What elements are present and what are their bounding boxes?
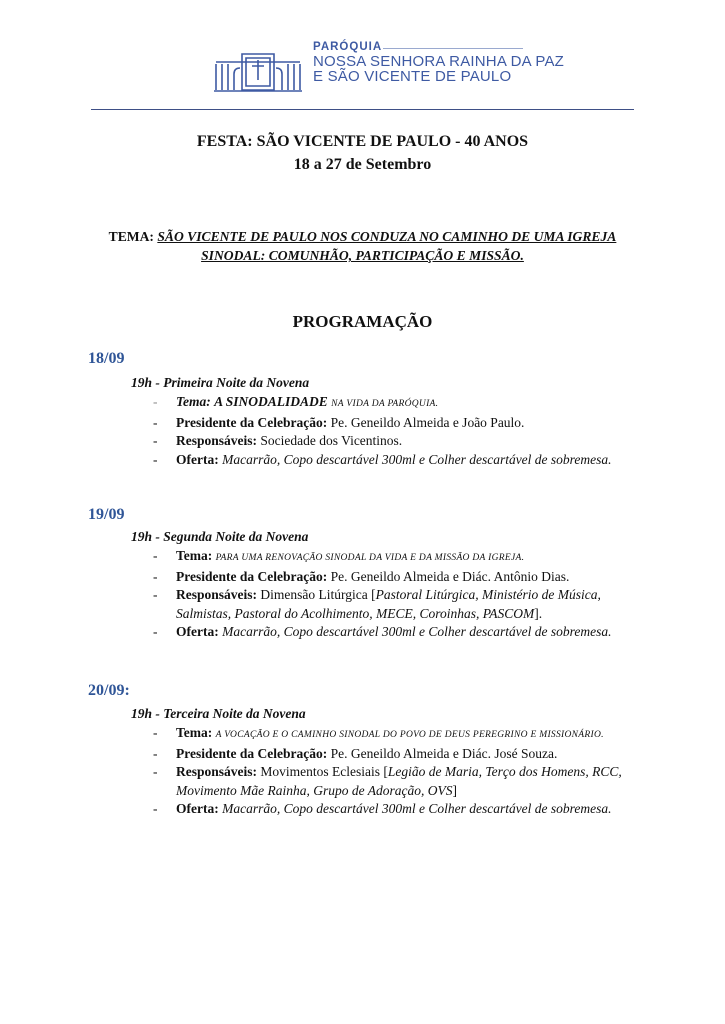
tema-item [150, 393, 650, 414]
parish-name-line1: NOSSA SENHORA RAINHA DA PAZ [313, 53, 565, 70]
tema-text: A VOCAÇÃO E O CAMINHO SINODAL DO POVO DE DEUS PEREGRINO E MISSIONÁRIO. [215, 730, 604, 740]
presidente-item [150, 568, 650, 587]
presidente-text: Pe. Geneildo Almeida e Diác. Antônio Dias. [330, 568, 570, 584]
oferta-text: Macarrão, Copo descartável 300ml e Colher descartável de sobremesa. [222, 451, 612, 467]
oferta-item [150, 451, 650, 470]
oferta-text: Macarrão, Copo descartável 300ml e Colher descartável de sobremesa. [222, 624, 612, 639]
oferta-item [150, 800, 650, 819]
night-title: 19h - Terceira Noite da Novena [131, 706, 306, 721]
day-date: 19/09 [88, 506, 125, 523]
day-date: 18/09 [88, 350, 125, 367]
responsaveis-groups: Pastoral Litúrgica, Ministério de Música, Salmistas, Pastoral do Acolhimento, MECE, Coroinhas, PASCOM [176, 587, 601, 621]
church-logo-icon [212, 44, 304, 94]
presidente-label: Presidente da Celebração: [176, 568, 328, 584]
presidente-item [150, 414, 650, 433]
tema-text: PARA UMA RENOVAÇÃO SINODAL DA VIDA E DA MISSÃO DA IGREJA. [215, 553, 525, 563]
responsaveis-item [150, 586, 650, 623]
presidente-label: Presidente da Celebração: [176, 745, 328, 761]
night-details [150, 724, 650, 819]
responsaveis-label: Responsáveis: [176, 587, 258, 602]
parish-name-line2: E SÃO VICENTE DE PAULO [313, 68, 512, 85]
oferta-label: Oferta: [176, 801, 219, 816]
responsaveis-end: ]. [534, 605, 543, 621]
night-details [150, 393, 650, 469]
parish-name [313, 40, 564, 84]
tema-label: Tema: [176, 548, 213, 563]
night-title: 19h - Segunda Noite da Novena [131, 529, 309, 544]
theme-label: TEMA: [108, 229, 154, 244]
responsaveis-text: Movimentos Eclesiais [ [260, 764, 388, 779]
responsaveis-label: Responsáveis: [176, 764, 258, 779]
tema-label: Tema: [176, 725, 213, 740]
responsaveis-groups: Legião de Maria, Terço dos Homens, RCC, Movimento Mãe Rainha, Grupo de Adoração, OVS [176, 764, 622, 798]
oferta-item [150, 623, 650, 642]
feast-theme [90, 227, 635, 265]
responsaveis-text: Sociedade dos Vicentinos. [260, 433, 403, 448]
oferta-label: Oferta: [176, 624, 219, 639]
oferta-label: Oferta: [176, 451, 219, 467]
header-divider [91, 109, 634, 110]
presidente-text: Pe. Geneildo Almeida e Diác. José Souza. [330, 745, 558, 761]
tema-label: Tema: [176, 394, 211, 409]
tema-item [150, 547, 650, 568]
tema-text: NA VIDA DA PARÓQUIA. [331, 399, 439, 409]
responsaveis-item [150, 763, 650, 800]
presidente-text: Pe. Geneildo Almeida e João Paulo. [330, 414, 525, 430]
tema-item [150, 724, 650, 745]
day-date: 20/09: [88, 682, 130, 699]
responsaveis-label: Responsáveis: [176, 433, 258, 448]
program-title: PROGRAMAÇÃO [292, 312, 433, 331]
parish-label: PARÓQUIA [313, 41, 383, 53]
night-title: 19h - Primeira Noite da Novena [131, 375, 310, 390]
responsaveis-item [150, 432, 650, 451]
theme-text: SÃO VICENTE DE PAULO NOS CONDUZA NO CAMINHO DE UMA IGREJA SINODAL: COMUNHÃO, PARTICIPAÇÃO E MISSÃO. [157, 229, 617, 263]
parish-label-rule [383, 48, 523, 49]
presidente-label: Presidente da Celebração: [176, 414, 328, 430]
feast-title: FESTA: SÃO VICENTE DE PAULO - 40 ANOS [196, 133, 529, 150]
night-details [150, 547, 650, 642]
responsaveis-end: ] [452, 782, 457, 798]
feast-dates: 18 a 27 de Setembro [293, 156, 432, 173]
letterhead [0, 0, 725, 112]
tema-main: A SINODALIDADE [214, 394, 328, 409]
responsaveis-text: Dimensão Litúrgica [ [260, 587, 376, 602]
oferta-text: Macarrão, Copo descartável 300ml e Colher descartável de sobremesa. [222, 801, 612, 816]
presidente-item [150, 745, 650, 764]
